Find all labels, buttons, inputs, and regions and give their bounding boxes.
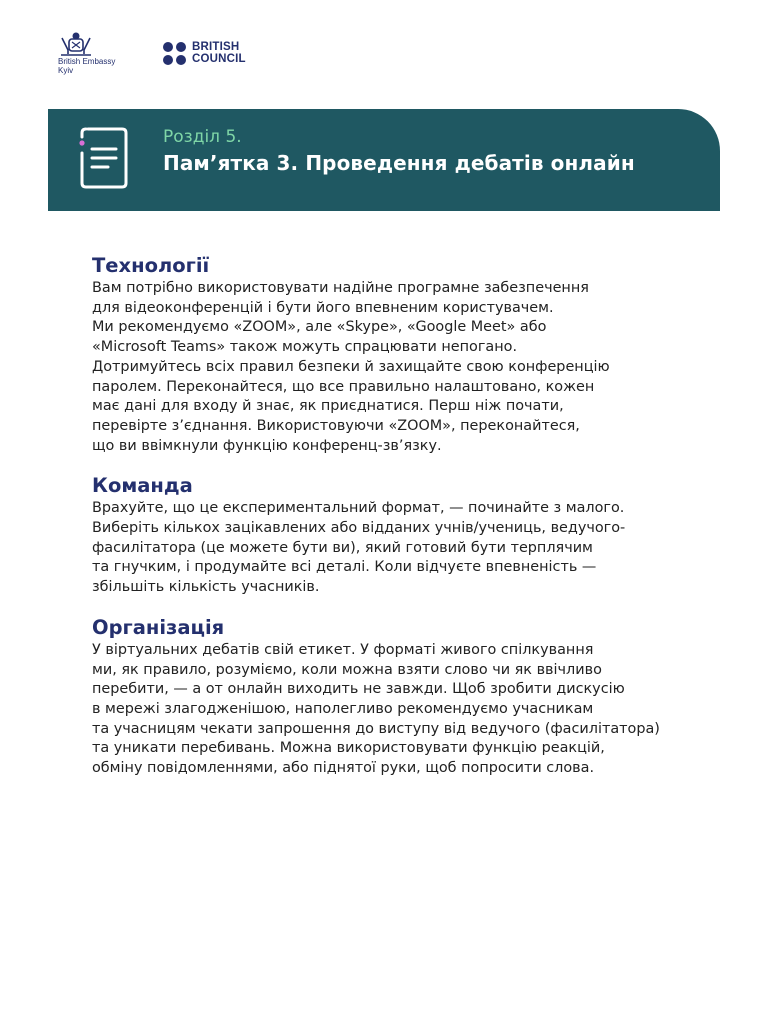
british-embassy-logo — [52, 30, 132, 88]
section-heading: Організація — [92, 615, 225, 639]
header-logos — [0, 0, 768, 100]
main-content — [92, 254, 722, 797]
embassy-label: British Embassy Kyiv — [58, 57, 116, 75]
section-banner — [48, 109, 720, 211]
section-body: У віртуальних дебатів свій етикет. У форматі живого спілкування ми, як правило, розуміємо, коли можна взяти слово чи як ввічливо перебити, — а от онлайн виходить не завжди. Щоб зробити дискусію в мережі злагодженішою, наполегливо рекомендуємо учасникам та учасницям чекати запрошення до виступу від ведучого (фасилітатора) та уникати перебивань. Можна використовувати функцію реакцій, обміну повідомленнями, або піднятої руки, щоб попросити слова. — [92, 641, 660, 777]
section-heading: Команда — [92, 474, 193, 498]
section-technology — [92, 254, 722, 456]
council-label: BRITISH COUNCIL — [192, 41, 246, 65]
page-title: Пам’ятка 3. Проведення дебатів онлайн — [163, 151, 635, 175]
section-heading: Технології — [92, 254, 210, 277]
document-icon — [76, 125, 132, 191]
royal-crest-icon — [58, 30, 94, 58]
section-organization — [92, 616, 722, 779]
section-team — [92, 474, 722, 598]
section-label: Розділ 5. — [163, 127, 242, 147]
british-council-dots-icon — [162, 41, 188, 67]
section-body: Вам потрібно використовувати надійне програмне забезпечення для відеоконференцій і бути його впевненим користувачем. Ми рекомендуємо «ZOOM», але «Skype», «Google Meet» або «Microsoft Teams» також можуть спрацювати непогано. Дотримуйтесь всіх правил безпеки й захищайте свою конференцію паролем. Переконайтеся, що все правильно налаштовано, кожен має дані для входу й знає, як приєднатися. Перш ніж почати, перевірте з’єднання. Використовуючи «ZOOM», переконайтеся, що ви ввімкнули функцію конференц-зв’язку. — [92, 280, 610, 454]
section-body: Врахуйте, що це експериментальний формат, — починайте з малого. Виберіть кількох зацікавлених або відданих учнів/учениць, ведучого- фасилітатора (це можете бути ви), який готовий бути терплячим та гнучким, і продумайте всі деталі. Коли відчуєте впевненість — збільшіть кількість учасників. — [92, 500, 626, 596]
